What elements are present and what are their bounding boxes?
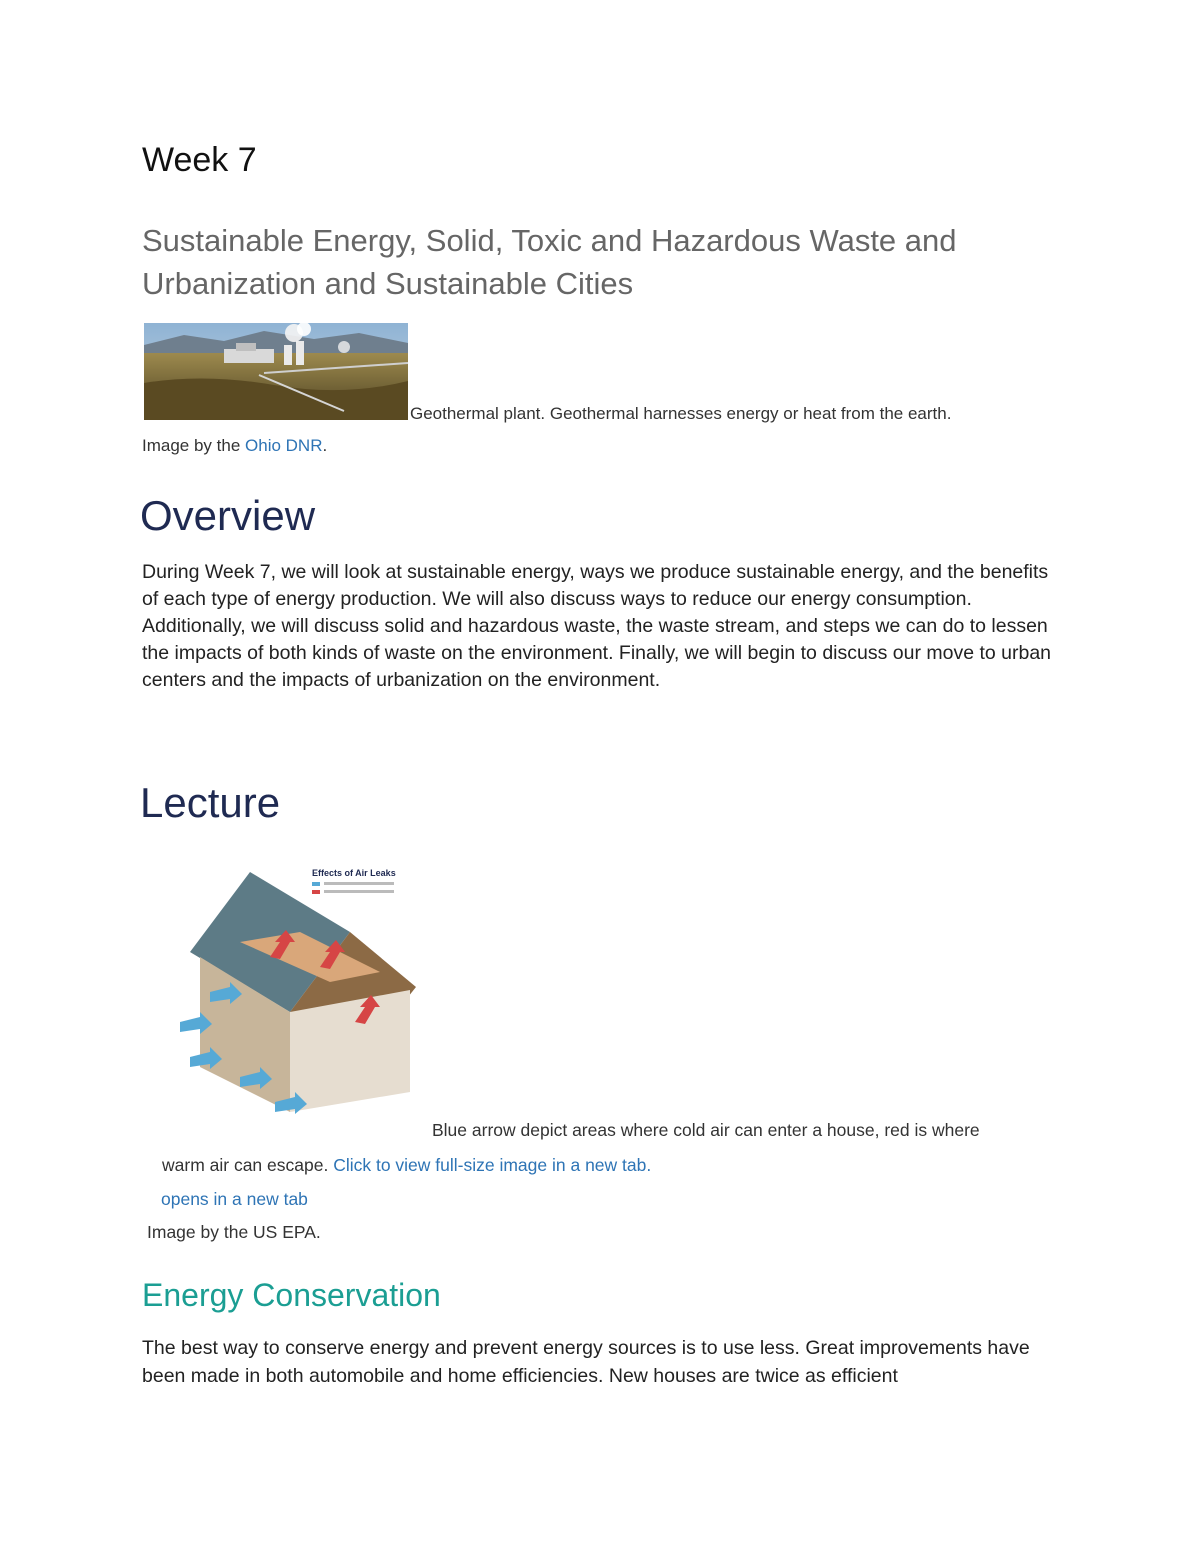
lecture-heading: Lecture xyxy=(140,779,281,826)
page-title: Week 7 xyxy=(142,141,257,179)
full-size-image-link[interactable]: Click to view full-size image in a new tab. xyxy=(333,1155,652,1175)
epa-credit: Image by the US EPA. xyxy=(147,1222,321,1242)
opens-new-tab-link[interactable]: opens in a new tab xyxy=(161,1189,308,1209)
ohio-dnr-link[interactable]: Ohio DNR xyxy=(245,436,323,455)
overview-heading: Overview xyxy=(140,492,316,539)
geothermal-credit xyxy=(142,436,327,456)
house-caption-line1: Blue arrow depict areas where cold air can enter a house, red is where xyxy=(432,1120,980,1140)
geothermal-caption: Geothermal plant. Geothermal harnesses energy or heat from the earth. xyxy=(410,404,952,423)
credit-prefix: Image by the xyxy=(142,436,246,455)
page-subtitle: Sustainable Energy, Solid, Toxic and Hazardous Waste and Urbanization and Sustainable Cities xyxy=(142,223,957,301)
geothermal-plant-image xyxy=(144,323,408,420)
house-image-title: Effects of Air Leaks xyxy=(312,868,396,878)
credit-suffix: . xyxy=(322,436,328,455)
energy-conservation-paragraph: The best way to conserve energy and prevent energy sources is to use less. Great improvements have been made in both automobile and home efficiencies. New houses are twice as efficient xyxy=(142,1337,1030,1387)
overview-paragraph: During Week 7, we will look at sustainable energy, ways we produce sustainable energy, and the benefits of each type of energy production. We will also discuss ways to reduce our energy consumption. Additionally, we will discuss solid and hazardous waste, the waste stream, and steps we can do to lessen the impacts of both kinds of waste on the environment. Finally, we will begin to discuss our move to urban centers and the impacts of urbanization on the environment. xyxy=(142,561,1052,691)
house-caption-line2 xyxy=(162,1155,651,1176)
energy-conservation-heading: Energy Conservation xyxy=(142,1277,441,1313)
caption-line2-text: warm air can escape. xyxy=(162,1155,334,1175)
air-leaks-house-image xyxy=(180,862,424,1130)
